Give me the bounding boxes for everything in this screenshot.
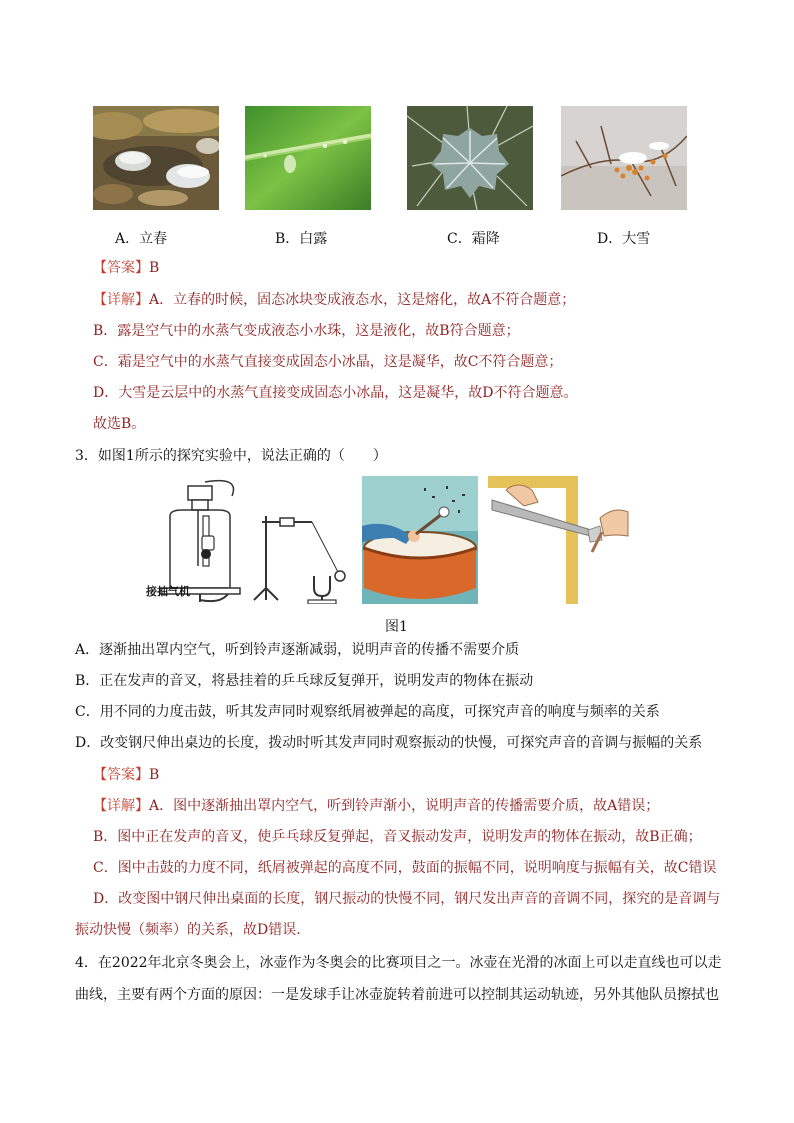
q3-option-c: C．用不同的力度击鼓，听其发声同时观察纸屑被弹起的高度，可探究声音的响度与频率的关系: [75, 704, 660, 720]
figure-ruler: [488, 476, 634, 604]
q4-line2: 曲线，主要有两个方面的原因：一是发球手让冰壶旋转着前进可以控制其运动轨迹，另外其他队员擦拭也: [75, 987, 719, 1003]
q3-answer: [93, 765, 159, 785]
answer-value: B: [149, 260, 160, 276]
q2-answer: [93, 258, 159, 278]
answer-tag: 【答案】: [93, 260, 149, 276]
q2-detail-a: 【详解】A．立春的时候，固态冰块变成液态水，这是熔化，故A不符合题意；: [93, 292, 576, 308]
q2-detail-d: D．大雪是云层中的水蒸气直接变成固态小冰晶，这是凝华，故D不符合题意。: [93, 385, 578, 401]
q2-conclusion: 故选B。: [93, 416, 146, 432]
vacuum-pump-label: 接抽气机: [146, 585, 190, 598]
q2-detail-c: C．霜是空气中的水蒸气直接变成固态小冰晶，这是凝华，故C不符合题意；: [93, 354, 563, 370]
picture-shuangjiang: [407, 106, 533, 210]
figure-drum: [362, 476, 478, 604]
picture-lichun: [93, 106, 219, 210]
q2-detail-b: B．露是空气中的水蒸气变成液态小水珠，这是液化，故B符合题意；: [93, 323, 520, 339]
q3-option-d: D．改变钢尺伸出桌边的长度，拨动时听其发声同时观察振动的快慢，可探究声音的音调与振幅的关系: [75, 735, 703, 751]
q3-detail-a: 【详解】A．图中逐渐抽出罩内空气，听到铃声渐小，说明声音的传播需要介质，故A错误；: [93, 798, 660, 814]
detail-tag: 【详解】: [93, 292, 149, 308]
caption-a: A．立春: [115, 231, 168, 247]
q3-stem: 3．如图1所示的探究实验中，说法正确的（ ）: [75, 448, 387, 464]
picture-bailu: [245, 106, 371, 210]
q3-detail-c: C．图中击鼓的力度不同，纸屑被弹起的高度不同，鼓面的振幅不同，说明响度与振幅有关，故C错误: [93, 860, 717, 876]
figure-tuning-fork: [252, 476, 352, 604]
figure-caption: 图1: [385, 619, 408, 635]
caption-b: B．白露: [275, 231, 328, 247]
answer-value: B: [149, 767, 160, 783]
detail-tag: 【详解】: [93, 798, 149, 814]
q3-option-a: A．逐渐抽出罩内空气，听到铃声逐渐减弱，说明声音的传播不需要介质: [75, 642, 520, 658]
answer-tag: 【答案】: [93, 767, 149, 783]
caption-d: D．大雪: [597, 231, 651, 247]
picture-daxue: [561, 106, 687, 210]
caption-c: C．霜降: [447, 231, 500, 247]
q3-option-b: B．正在发声的音叉，将悬挂着的乒乓球反复弹开，说明发声的物体在振动: [75, 673, 534, 689]
q4-line1: 4．在2022年北京冬奥会上，冰壶作为冬奥会的比赛项目之一。冰壶在光滑的冰面上可以走直线也可以走: [75, 955, 722, 971]
q3-detail-b: B．图中正在发声的音叉，使乒乓球反复弹起，音叉振动发声，说明发声的物体在振动，故B正确；: [93, 829, 702, 845]
q3-detail-d2: 振动快慢（频率）的关系，故D错误.: [75, 922, 301, 938]
q3-detail-d1: D．改变图中钢尺伸出桌面的长度，钢尺振动的快慢不同，钢尺发出声音的音调不同，探究的是音调与: [93, 891, 721, 907]
